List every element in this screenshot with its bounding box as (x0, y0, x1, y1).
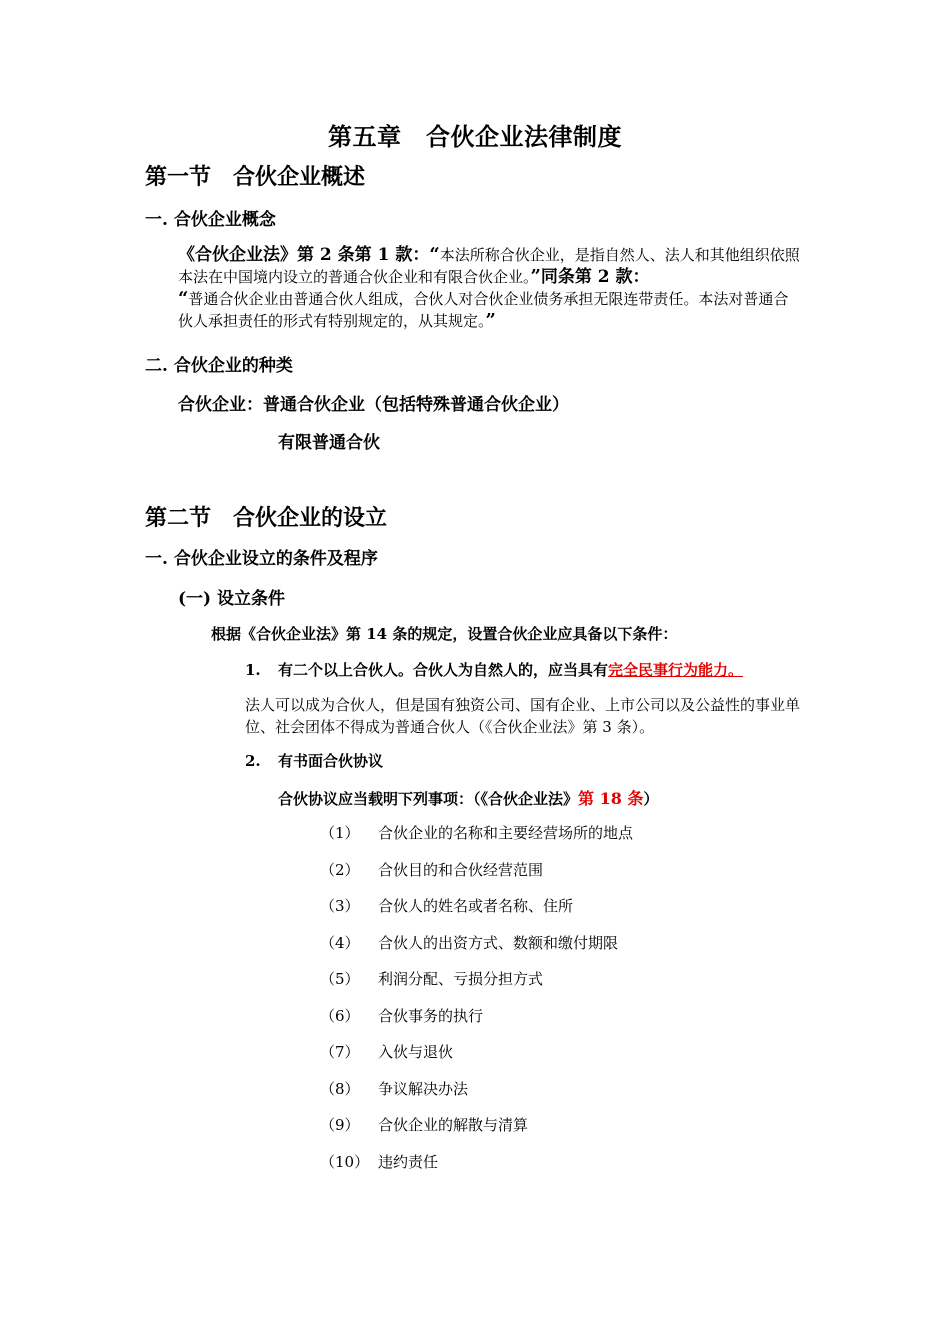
list-item: （7） 入伙与退伙 (320, 1043, 454, 1061)
list-item: （6） 合伙事务的执行 (320, 1007, 484, 1025)
condition-1: 1. 有二个以上合伙人。合伙人为自然人的，应当具有完全民事行为能力。 (245, 661, 744, 679)
law-reference: 《合伙企业法》第 2 条第 1 款： (178, 245, 430, 265)
agreement-intro: 合伙协议应当载明下列事项：（《合伙企业法》第 18 条） (278, 789, 659, 808)
list-item: （3） 合伙人的姓名或者名称、住所 (320, 897, 574, 915)
list-item: （10） 违约责任 (320, 1153, 439, 1171)
section2-heading-conditions: 一. 合伙企业设立的条件及程序 (145, 549, 378, 569)
condition-2: 2. 有书面合伙协议 (245, 752, 384, 770)
conditions-intro: 根据《合伙企业法》第 14 条的规定，设置合伙企业应具备以下条件： (211, 625, 678, 643)
list-item: （8） 争议解决办法 (320, 1080, 469, 1098)
list-item: （4） 合伙人的出资方式、数额和缴付期限 (320, 934, 619, 952)
types-line-2: 有限普通合伙 (278, 433, 380, 453)
subheading-conditions: (一) 设立条件 (178, 589, 286, 609)
concept-paragraph: 《合伙企业法》第 2 条第 1 款：“本法所称合伙企业，是指自然人、法人和其他组织依照本法在中国境内设立的普通合伙企业和有限合伙企业。”同条第 2 款： “普通合伙企业由普通合伙人组成，合伙人对合伙企业债务承担无限连带责任。本法对普通合伙人承担责任的形式有特别规定的，从其规定。” (178, 244, 800, 331)
concept-text-2: 普通合伙企业由普通合伙人组成，合伙人对合伙企业债务承担无限连带责任。本法对普通合伙人承担责任的形式有特别规定的，从其规定。 (178, 290, 789, 330)
section1-heading-concept: 一. 合伙企业概念 (145, 210, 276, 230)
condition-1-note: 法人可以成为合伙人，但是国有独资公司、国有企业、上市公司以及公益性的事业单位、社会团体不得成为普通合伙人（《合伙企业法》第 3 条）。 (245, 696, 801, 736)
concept-text-1: 本法所称合伙企业，是指自然人、法人和其他组织依照本法在中国境内设立的普通合伙企业和有限合伙企业。 (178, 246, 800, 286)
list-item: （9） 合伙企业的解散与清算 (320, 1116, 529, 1134)
list-item: （5） 利润分配、亏损分担方式 (320, 970, 544, 988)
same-article-reference: 同条第 2 款： (540, 267, 650, 287)
list-item: （1） 合伙企业的名称和主要经营场所的地点 (320, 824, 634, 842)
types-line-1: 合伙企业：普通合伙企业（包括特殊普通合伙企业） (178, 395, 569, 415)
full-capacity-highlight: 完全民事行为能力。 (608, 661, 744, 679)
section2-title: 第二节 合伙企业的设立 (145, 505, 388, 531)
list-item: （2） 合伙目的和合伙经营范围 (320, 861, 544, 879)
chapter-title: 第五章 合伙企业法律制度 (328, 122, 622, 151)
section1-title: 第一节 合伙企业概述 (145, 164, 366, 190)
section1-heading-types: 二. 合伙企业的种类 (145, 356, 293, 376)
article-18-highlight: 第 18 条 (578, 789, 644, 808)
